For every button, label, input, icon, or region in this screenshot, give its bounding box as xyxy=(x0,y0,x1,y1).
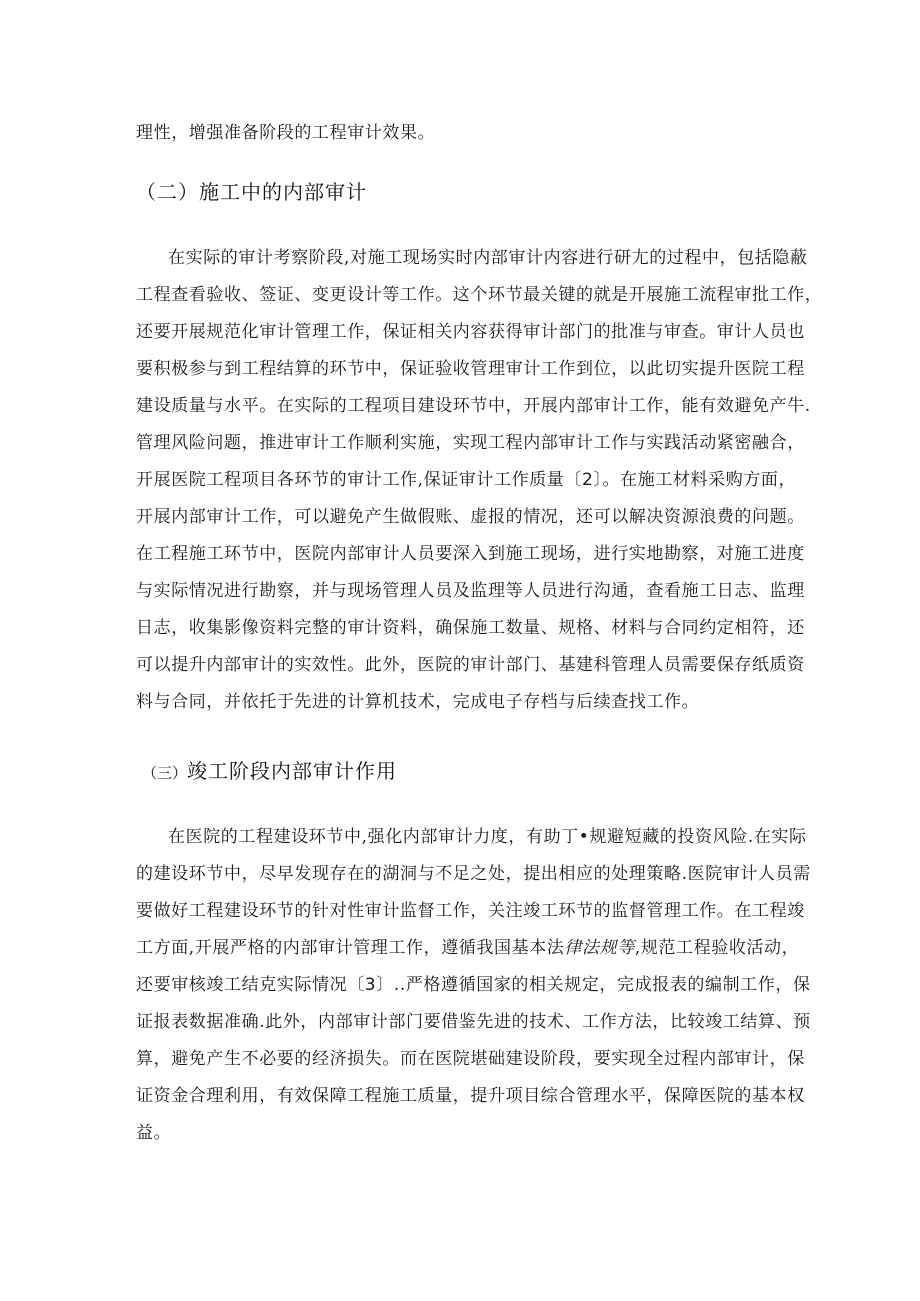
paragraph-line: 还要开展规范化审计管理工作，保证相关内容获得审计部门的批准与审查。审计人员也 xyxy=(136,322,805,342)
paragraph-line: 要积极参与到工程结算的环节中，保证验收管理审计工作到位，以此切实提升医院工程 xyxy=(136,359,805,379)
paragraph-line: 益。 xyxy=(136,1123,172,1143)
italic-phrase: 律法规等 xyxy=(564,938,635,958)
heading-text: 竣工阶段内部审计作用 xyxy=(187,759,398,783)
paragraph-line: 在实际的审计考察阶段,对施工现场实时内部审计内容进行研尢的过程中，包括隐蔽 xyxy=(168,248,808,268)
paragraph-text: 工方面,开展严格的内部审计管理工作，遵循我国基本法 xyxy=(136,938,565,958)
lead-line: 理性，增强准备阶段的工程审计效果。 xyxy=(136,123,436,143)
paragraph-line: 算，避免产生不必要的经济损失。而在医院堪础建设阶段，要实现全过程内部审计，保 xyxy=(136,1049,805,1069)
paragraph-line: 管理风险问题，推进审计工作顺利实施，实现工程内部审计工作与实践活动紧密融合， xyxy=(136,433,805,453)
paragraph-text: ,规范工程验收活动， xyxy=(634,938,800,958)
section-heading-2: （二）施工中的内部审计 xyxy=(136,180,367,204)
paragraph-line-with-citation xyxy=(136,973,811,997)
paragraph-line: 料与合同，并依托于先进的计算机技术，完成电子存档与后续查找工作。 xyxy=(136,692,700,712)
citation-3: 〔3〕 xyxy=(347,975,394,995)
citation-2: 〔2〕 xyxy=(564,470,603,490)
paragraph-text: 还要审核竣工结克实际情况 xyxy=(136,975,348,995)
paragraph-line: 证报表数据准确.此外，内部审计部门要借鉴先进的技术、工作方法，比较竣工结算、预 xyxy=(136,1012,811,1032)
paragraph-text: ..严格遵循国家的相关规定，完成报表的编制工作，保 xyxy=(393,975,811,995)
paragraph-line: 要做好工程建设环节的针对性审计监督工作，关注竣工环节的监督管理工作。在工程竣 xyxy=(136,901,805,921)
paragraph-text: 开展医院工程项目各环节的审计工作,保证审计工作质量 xyxy=(136,470,565,490)
paragraph-line: 在医院的工程建设环节中,强化内部审计力度，有助丁•规避短藏的投资风险.在实际 xyxy=(168,827,807,847)
paragraph-line: 证资金合理利用，有效保障工程施工质量，提升项目综合管理水平，保障医院的基本权 xyxy=(136,1086,805,1106)
paragraph-line-with-citation xyxy=(136,468,796,492)
paragraph-line: 建设质量与水平。在实际的工程项目建设环节中，开展内部审计工作，能有效避免产牛. xyxy=(136,396,811,416)
heading-number: （三） xyxy=(142,764,188,782)
paragraph-line: 开展内部审计工作，可以避免产生做假账、虚报的情况，还可以解决资源浪费的问题。 xyxy=(136,507,805,527)
paragraph-line: 的建设环节中，尽早发现存在的湖洞与不足之处，提出相应的处理策略.医院审计人员需 xyxy=(136,864,811,884)
paragraph-line: 在工程施工环节中，医院内部审计人员要深入到施工现场，进行实地勘察，对施工进度 xyxy=(136,544,805,564)
paragraph-line-with-italic xyxy=(136,936,799,960)
paragraph-line: 工程查看验收、签证、变更设计等工作。这个环节最关键的就是开展施工流程审批工作， xyxy=(136,285,823,305)
paragraph-text: 。在施工材料采购方面， xyxy=(602,470,797,490)
paragraph-line: 日志，收集影像资料完整的审计资料，确保施工数量、规格、材料与合同约定相符，还 xyxy=(136,618,805,638)
paragraph-line: 可以提升内部审计的实效性。此外，医院的审计部门、基建科管理人员需要保存纸质资 xyxy=(136,655,805,675)
paragraph-line: 与实际情况进行勘察，并与现场管理人员及监理等人员进行沟通，查看施工日志、监理 xyxy=(136,581,805,601)
section-heading-3 xyxy=(142,757,397,787)
